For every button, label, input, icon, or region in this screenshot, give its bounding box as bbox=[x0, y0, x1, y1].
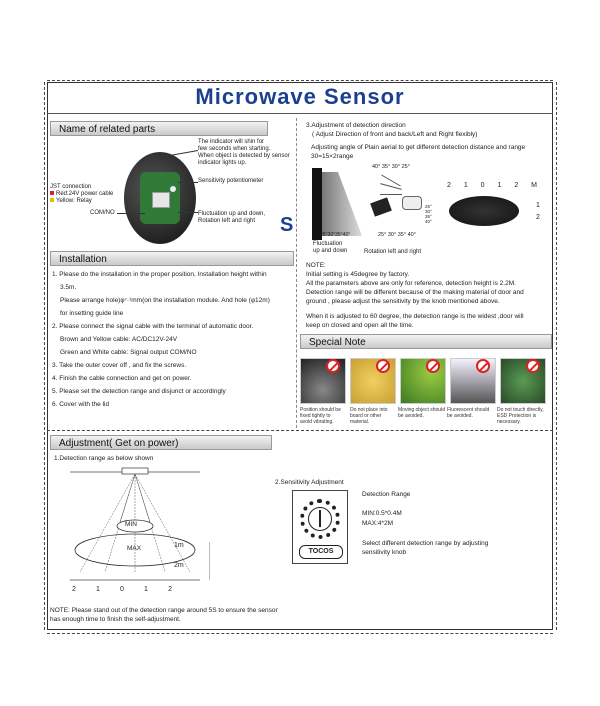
fan-line-3 bbox=[380, 194, 402, 195]
angles-top: 40° 35° 30° 25° bbox=[372, 164, 410, 170]
red-cable-icon bbox=[50, 191, 54, 195]
com-no-label: COM/NO bbox=[90, 210, 115, 216]
connector-block bbox=[152, 192, 170, 208]
prohibited-icon-2 bbox=[376, 359, 390, 373]
special-note-caption-1: Position should be fixed tightly to avoid vibrating. bbox=[300, 407, 341, 425]
select-range-text: Select different detection range by adjusting sensitivity knob bbox=[362, 540, 489, 556]
right-dashed-border bbox=[556, 82, 557, 630]
section-divider bbox=[47, 430, 553, 431]
angles-bottom: 25° 30° 35° 40° bbox=[378, 232, 416, 238]
m1-label: 1m bbox=[174, 542, 184, 549]
bottom-dashed-border bbox=[47, 633, 553, 634]
left-dashed-border bbox=[44, 82, 45, 630]
note-block: NOTE: Initial setting is 45degree by factory. All the parameters above are only for reference, detection height is 2.2M. Detection range will be different because of the making material of door and ground , please adjust the sensitivity by the knob mentioned above. When it is adjusted to 60 degree, the detection range is the widest ,door will keep on closed and open all the time. bbox=[306, 262, 524, 329]
special-note-caption-5: Do not touch directly, ESD Protection is necessary. bbox=[497, 407, 544, 425]
min-label: MIN bbox=[125, 521, 137, 528]
min-value: MIN:0.5*0.4M bbox=[362, 510, 402, 517]
prohibited-icon-4 bbox=[476, 359, 490, 373]
m2-label: 2m bbox=[174, 562, 184, 569]
beam-line-7 bbox=[135, 474, 150, 522]
sensitivity-title: 2.Sensitivity Adjustment bbox=[275, 479, 344, 486]
door-post bbox=[312, 168, 322, 240]
top-dashed-border bbox=[47, 80, 553, 81]
max-value: MAX:4*2M bbox=[362, 520, 394, 527]
rotation-caption: Rotation left and right bbox=[364, 249, 422, 255]
side-numbers: 1 2 bbox=[536, 202, 540, 221]
prohibited-icon-5 bbox=[526, 359, 540, 373]
sensor-board-photo bbox=[124, 152, 196, 244]
title-underline bbox=[47, 113, 553, 114]
page-title: Microwave Sensor bbox=[195, 84, 405, 109]
special-note-caption-4: Fluorescent should be avoided. bbox=[447, 407, 490, 419]
range-scale: 2 1 0 1 2 M bbox=[447, 182, 537, 189]
installation-header: Installation bbox=[50, 251, 294, 266]
com-pointer bbox=[117, 213, 145, 214]
plain-aerial-text: Adjusting angle of Plain aerial to get different detection distance and range 30=15×2range bbox=[311, 144, 526, 160]
prohibited-icon-1 bbox=[326, 359, 340, 373]
s-marker: S bbox=[280, 214, 294, 236]
beam-line-6 bbox=[120, 474, 135, 522]
yellow-cable-icon bbox=[50, 198, 54, 202]
indicator-note: The indicator will shin for few seconds when starting. When object is detected by sensor indicator lights up. bbox=[198, 139, 290, 166]
special-note-caption-3: Moving object should be avoided. bbox=[398, 407, 445, 419]
top-view-range-ellipse bbox=[449, 196, 519, 226]
fluctuation-pointer bbox=[178, 212, 198, 213]
sensor-box bbox=[122, 468, 148, 474]
hand-adjust-icon bbox=[402, 196, 422, 210]
bottom-note: NOTE: Please stand out of the detection range around 5S to ensure the sensor has enough time to finish the self-adjustment. bbox=[50, 607, 278, 623]
sensitivity-potentiometer-label: Sensitivity potentiometer bbox=[198, 178, 264, 184]
special-note-caption-2: Do not place into board or other material. bbox=[350, 407, 388, 425]
knob-slot bbox=[319, 510, 321, 527]
adjust-direction-text: 3.Adjustment of detection direction ( Adjust Direction of front and back/Left and Right flexibly) bbox=[306, 122, 478, 138]
name-of-parts-header: Name of related parts bbox=[50, 121, 268, 136]
installation-steps: 1. Please do the installation in the proper position, Installation height within 3.5m. Please arrange hole)φ⁷·¹mm(on the installation module. And hole (φ12m) for insetting guide line 2. Please connect the signal cable with the terminal of automatic door. Brown and Yellow cable: AC/DC12V-24V Green and White cable: Signal output COM/NO 3. Take the outer cover off , and fix the screws. 4. Finish the cable connection and get on power. 5. Please set the detection range and disjunct or accordingly 6. Cover with the lid bbox=[52, 271, 270, 408]
potentiometer-icon bbox=[170, 186, 176, 192]
fluctuation-label: Fluctuation up and down, Rotation left and right bbox=[198, 211, 266, 224]
side-angle-labels: 25° 30° 35° 40° bbox=[425, 204, 432, 224]
prohibited-icon-3 bbox=[426, 359, 440, 373]
special-note-header: Special Note bbox=[300, 334, 552, 349]
knob-panel bbox=[292, 490, 348, 564]
fluctuation-caption: Fluctuation up and down bbox=[313, 241, 348, 254]
potentiometer-pointer bbox=[178, 182, 198, 183]
range-title: 1.Detection range as below shown bbox=[54, 455, 154, 462]
adjustment-header: Adjustment( Get on power) bbox=[50, 435, 272, 450]
detection-range-header: Detection Range bbox=[362, 491, 411, 498]
range-axis: 2 1 0 1 2 bbox=[72, 586, 172, 593]
tocos-label: TOCOS bbox=[299, 545, 343, 559]
sensitivity-knob-icon bbox=[308, 507, 332, 531]
jst-connection-label: JST connection Red:24V power cable Yellow: Relay bbox=[50, 184, 114, 204]
max-label: MAX bbox=[127, 545, 142, 552]
bar-angle-labels: 25°30°35°40° bbox=[320, 232, 351, 238]
